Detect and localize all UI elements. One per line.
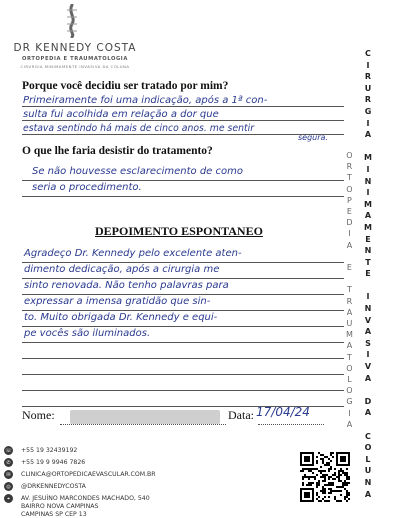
vertical-tagline — [364, 48, 372, 500]
brand-tagline: CIRURGIA MINIMAMENTE INVASIVA DA COLUNA — [20, 64, 130, 69]
section-title: DEPOIMENTO ESPONTANEO — [95, 224, 263, 238]
contact-row — [4, 494, 150, 503]
contact-text: BAIRRO NOVA CAMPINAS — [21, 503, 99, 510]
contact-row — [4, 511, 87, 518]
brand-name: DR KENNEDY COSTA — [13, 42, 137, 54]
contact-row — [4, 446, 77, 455]
testimony-line-1: Agradeço Dr. Kennedy pelo excelente aten- — [24, 248, 242, 259]
phone-icon: ☏ — [5, 447, 12, 454]
contact-text: CAMPINAS SP CEP 13 — [21, 511, 87, 518]
contact-text: +55 19 32439192 — [21, 447, 78, 454]
answer-2-line-2: seria o procedimento. — [32, 182, 142, 193]
contact-text: +55 19 9 9946 7826 — [21, 459, 86, 466]
date-value: 17/04/24 — [256, 405, 310, 419]
email-icon: ✉ — [4, 470, 13, 479]
logo — [0, 4, 160, 74]
spine-logo-icon — [63, 4, 81, 38]
whatsapp-icon: ✆ — [4, 458, 13, 467]
question-1: Porque você decidiu ser tratado por mim? — [22, 80, 229, 92]
qr-code — [300, 452, 350, 502]
vertical-specialty — [346, 150, 353, 430]
testimony-line-6: pe vocês são iluminados. — [24, 328, 151, 339]
testimony-line-3: sinto renovada. Não tenho palavras para — [24, 280, 229, 291]
contact-row — [4, 503, 98, 510]
contact-text: AV. JESUÍNO MARCONDES MACHADO, 540 — [21, 495, 150, 502]
contact-row — [4, 482, 86, 491]
brand-specialty: ORTOPEDIA E TRAUMATOLOGIA — [22, 56, 128, 62]
question-2: O que lhe faria desistir do tratamento? — [22, 145, 213, 157]
contact-row — [4, 470, 156, 479]
date-label: Data: — [228, 408, 254, 422]
answer-2-line-1: Se não houvesse esclarecimento de como — [32, 166, 243, 177]
vright-text: O R T O P E D I A E T R A U M A T O L O G I A — [346, 151, 353, 429]
name-signature-redacted — [70, 410, 220, 424]
answer-1-extra: segura. — [298, 133, 328, 142]
testimony-line-5: to. Muito obrigada Dr. Kennedy e equi- — [24, 312, 218, 323]
testimony-line-2: dimento dedicação, após a cirurgia me — [24, 264, 220, 275]
contact-text: CLINICA@ORTOPEDICAEVASCULAR.COM.BR — [21, 471, 156, 478]
answer-1-line-3: estava sentindo há mais de cinco anos. me sentir — [23, 123, 255, 134]
contact-row — [4, 458, 85, 467]
testimony-line-4: expressar a imensa gratidão que sin- — [24, 296, 211, 307]
answer-1-line-1: Primeiramente foi uma indicação, após a 1ª con- — [23, 95, 268, 106]
instagram-icon: ◎ — [4, 482, 13, 491]
answer-1-line-2: sulta fui acolhida em relação a dor que — [23, 109, 219, 120]
vleft-text: C I R U R G I A M I N I M A M E N T E I N V A S I V A D A C O L U N A — [364, 49, 372, 499]
name-label: Nome: — [22, 408, 55, 422]
location-icon: ⌖ — [4, 494, 13, 503]
contact-text: @DRKENNEDYCOSTA — [21, 483, 86, 490]
